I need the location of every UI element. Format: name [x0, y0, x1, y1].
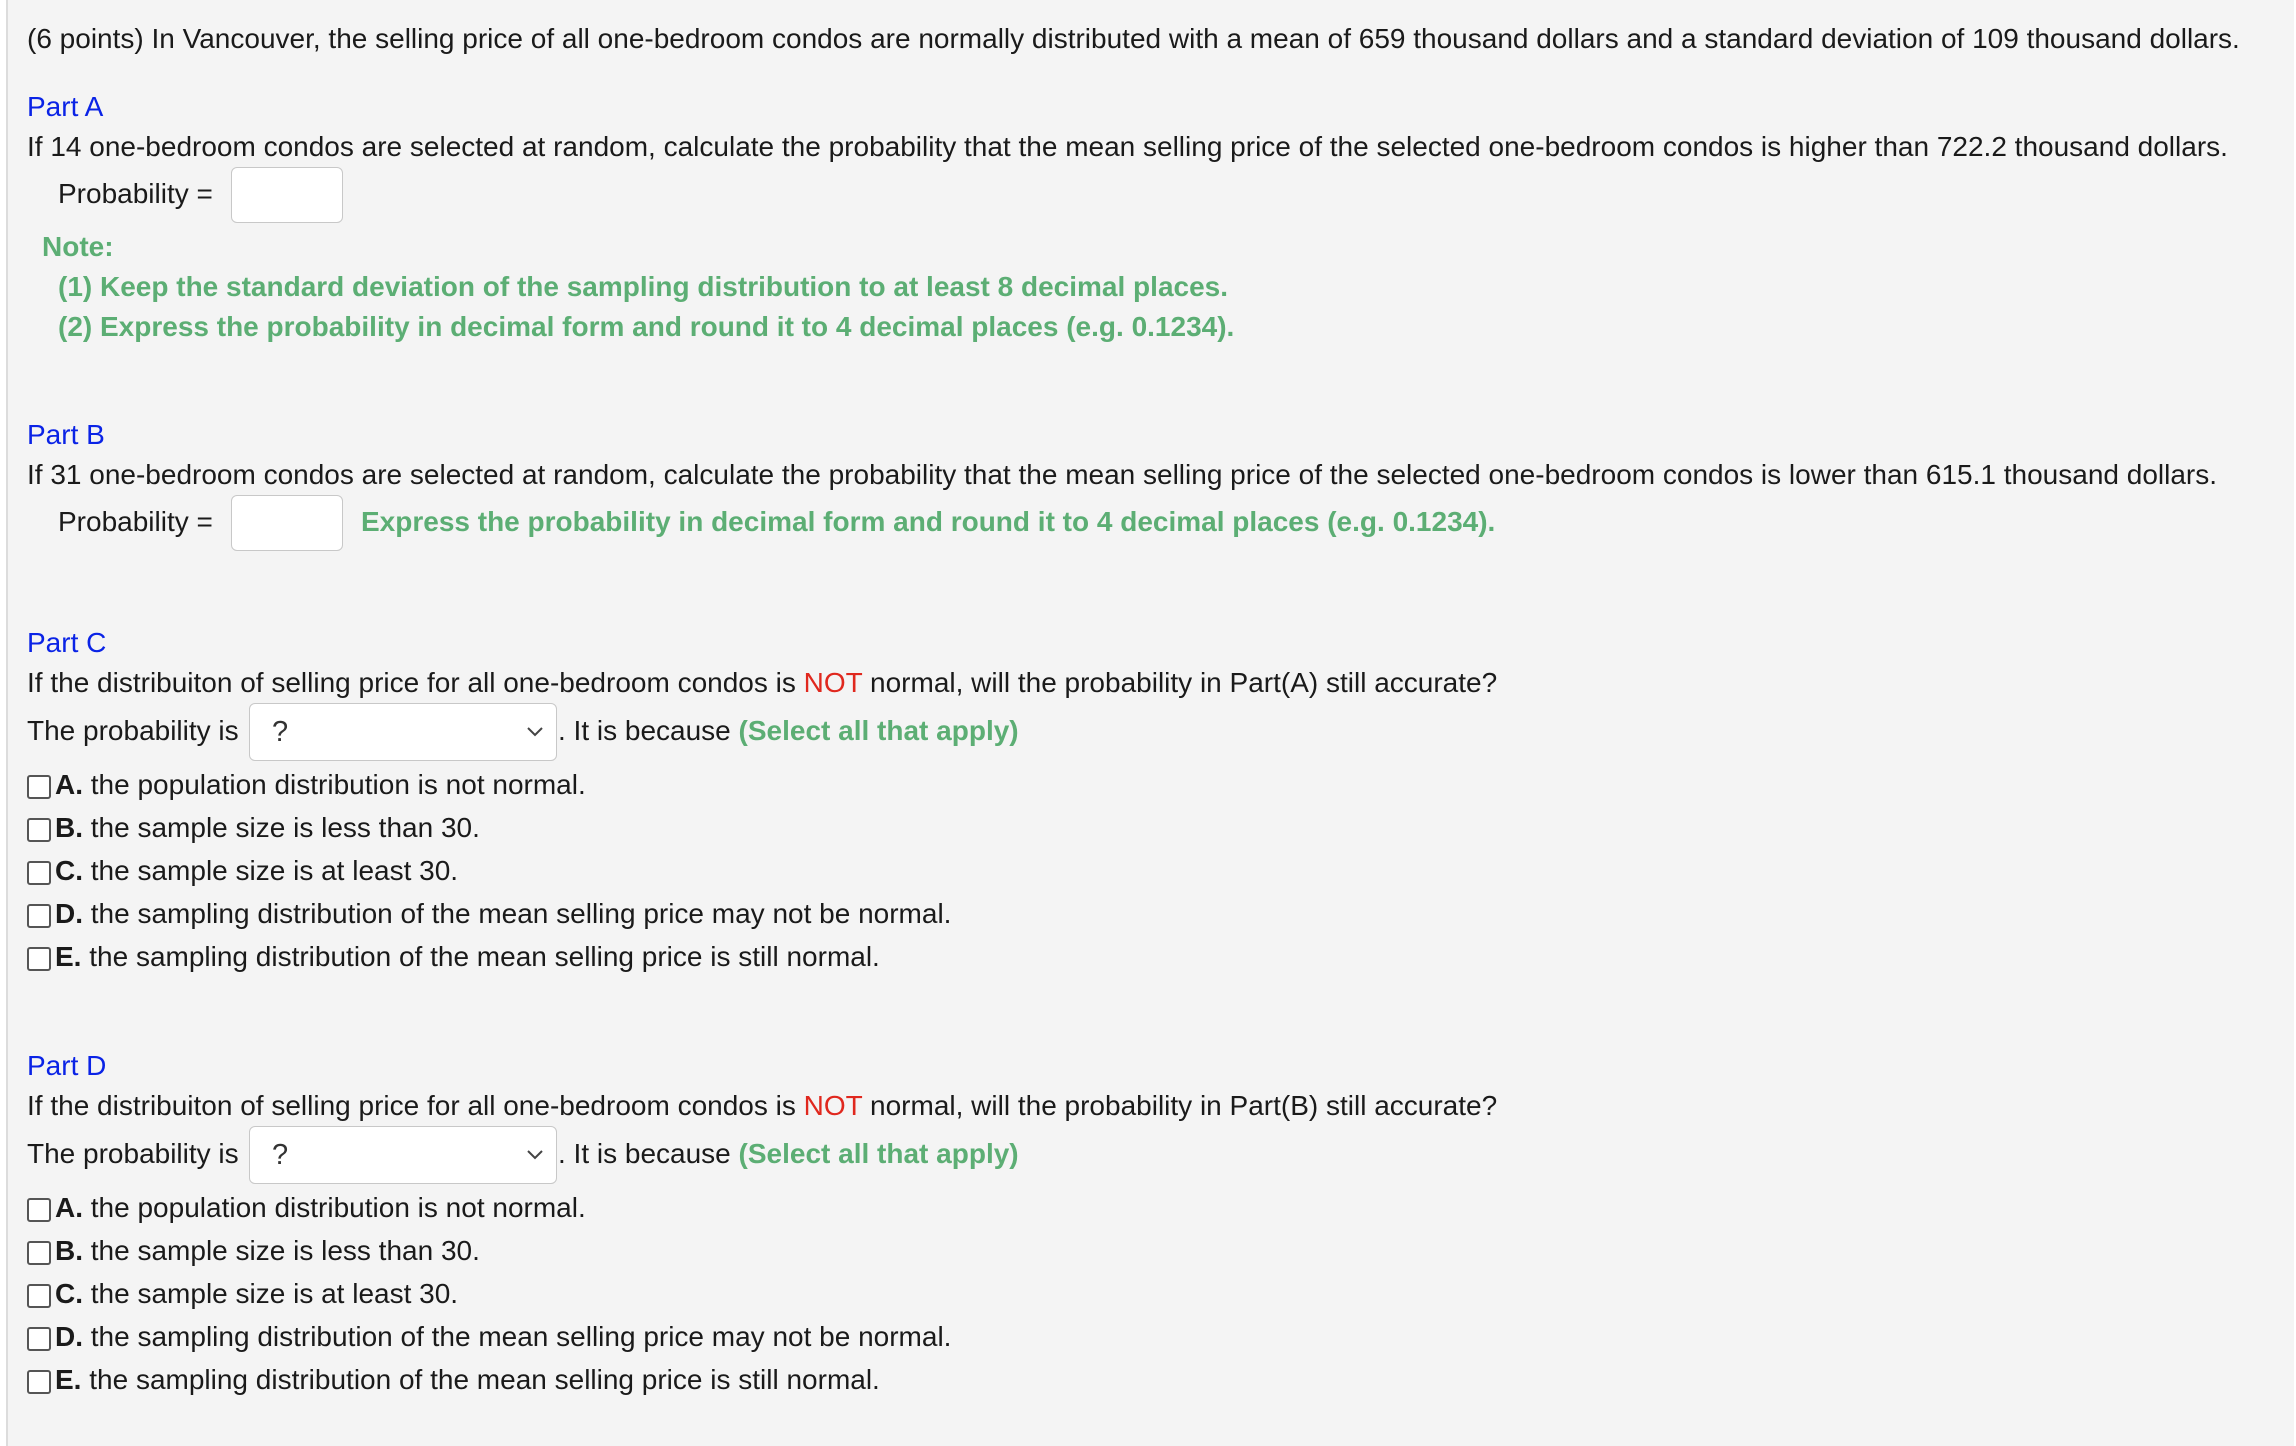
- part-d-option-a[interactable]: A. the population distribution is not normal.: [27, 1191, 586, 1225]
- part-d-question: [27, 1089, 1497, 1123]
- checkbox-icon[interactable]: [27, 1327, 51, 1351]
- checkbox-icon[interactable]: [27, 1198, 51, 1222]
- part-d-option-b[interactable]: B. the sample size is less than 30.: [27, 1234, 480, 1268]
- part-c-question-post: normal, will the probability in Part(A) still accurate?: [862, 667, 1498, 698]
- part-c-option-a[interactable]: A. the population distribution is not normal.: [27, 768, 586, 802]
- part-b-title: Part B: [27, 419, 105, 450]
- part-c-question: [27, 666, 1497, 700]
- checkbox-icon[interactable]: [27, 904, 51, 928]
- part-d-option-e[interactable]: E. the sampling distribution of the mean selling price is still normal.: [27, 1363, 880, 1397]
- checkbox-icon[interactable]: [27, 861, 51, 885]
- part-c-accuracy-select[interactable]: [249, 703, 557, 761]
- part-a-note-2: (2) Express the probability in decimal form and round it to 4 decimal places (e.g. 0.1234).: [58, 311, 1235, 342]
- part-a-question: If 14 one-bedroom condos are selected at random, calculate the probability that the mean selling price of the selected one-bedroom condos is higher than 722.2 thousand dollars.: [27, 131, 2228, 162]
- part-d-probability-label: The probability is: [27, 1138, 239, 1169]
- part-a-title: Part A: [27, 91, 104, 122]
- part-c-probability-label: The probability is: [27, 715, 239, 746]
- checkbox-icon[interactable]: [27, 1284, 51, 1308]
- part-c-select-all-hint: (Select all that apply): [738, 715, 1019, 746]
- part-a-note-title: Note:: [42, 231, 114, 262]
- part-d-select-all-hint: (Select all that apply): [738, 1138, 1019, 1169]
- part-d-question-post: normal, will the probability in Part(B) still accurate?: [862, 1090, 1498, 1121]
- part-b-hint: Express the probability in decimal form and round it to 4 decimal places (e.g. 0.1234).: [361, 506, 1496, 537]
- chevron-down-icon: [524, 720, 546, 742]
- chevron-down-icon: [524, 1143, 546, 1165]
- part-c-option-b[interactable]: B. the sample size is less than 30.: [27, 811, 480, 845]
- part-c-question-pre: If the distribuiton of selling price for all one-bedroom condos is: [27, 667, 804, 698]
- part-a-probability-label: Probability =: [58, 178, 213, 209]
- part-d-because: . It is because: [558, 1138, 731, 1169]
- part-c-because: . It is because: [558, 715, 731, 746]
- checkbox-icon[interactable]: [27, 1370, 51, 1394]
- part-c-select-value: ?: [272, 716, 289, 748]
- part-d-accuracy-select[interactable]: [249, 1126, 557, 1184]
- part-a-probability-input[interactable]: [231, 167, 343, 223]
- checkbox-icon[interactable]: [27, 947, 51, 971]
- part-b-probability-input[interactable]: [231, 495, 343, 551]
- checkbox-icon[interactable]: [27, 775, 51, 799]
- part-c-option-e[interactable]: E. the sampling distribution of the mean selling price is still normal.: [27, 940, 880, 974]
- part-d-title: Part D: [27, 1050, 107, 1081]
- part-d-question-pre: If the distribuiton of selling price for all one-bedroom condos is: [27, 1090, 804, 1121]
- part-d-option-d[interactable]: D. the sampling distribution of the mean selling price may not be normal.: [27, 1320, 951, 1354]
- problem-panel: [6, 0, 2294, 1446]
- checkbox-icon[interactable]: [27, 1241, 51, 1265]
- part-c-reason-label: [558, 714, 1019, 748]
- part-d-option-c[interactable]: C. the sample size is at least 30.: [27, 1277, 458, 1311]
- part-b-probability-label: Probability =: [58, 506, 213, 537]
- part-a-note-1: (1) Keep the standard deviation of the sampling distribution to at least 8 decimal places.: [58, 271, 1229, 302]
- problem-intro: (6 points) In Vancouver, the selling price of all one-bedroom condos are normally distributed with a mean of 659 thousand dollars and a standard deviation of 109 thousand dollars.: [27, 23, 2240, 54]
- part-d-reason-label: [558, 1137, 1019, 1171]
- part-c-title: Part C: [27, 627, 107, 658]
- part-c-not-emphasis: NOT: [803, 667, 863, 698]
- part-c-option-c[interactable]: C. the sample size is at least 30.: [27, 854, 458, 888]
- part-d-select-value: ?: [272, 1139, 289, 1171]
- part-c-option-d[interactable]: D. the sampling distribution of the mean selling price may not be normal.: [27, 897, 951, 931]
- part-b-question: If 31 one-bedroom condos are selected at random, calculate the probability that the mean selling price of the selected one-bedroom condos is lower than 615.1 thousand dollars.: [27, 459, 2218, 490]
- part-d-not-emphasis: NOT: [803, 1090, 863, 1121]
- checkbox-icon[interactable]: [27, 818, 51, 842]
